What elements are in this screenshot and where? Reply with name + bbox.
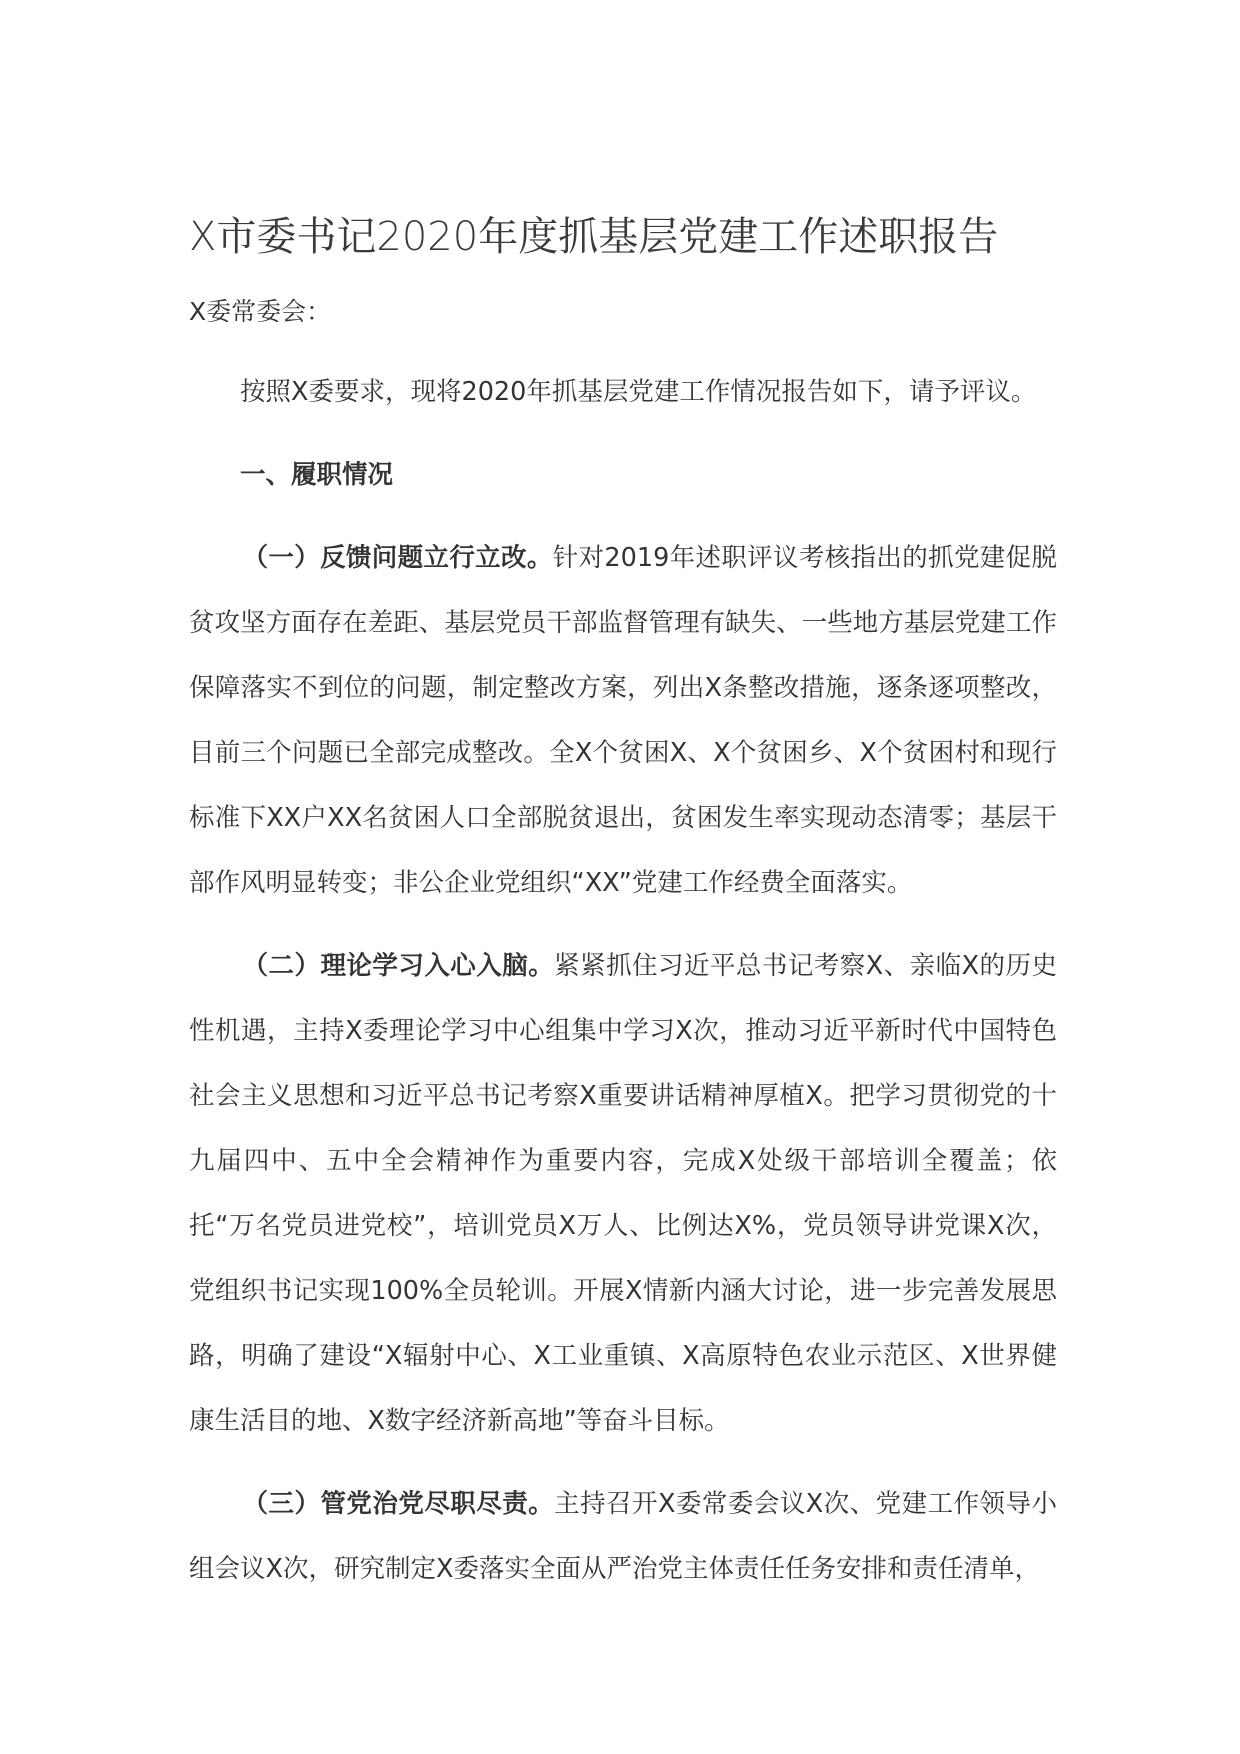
item-text: 针对2019年述职评议考核指出的抓党建促脱贫攻坚方面存在差距、基层党员干部监督管理有缺失、一些地方基层党建工作保障落实不到位的问题，制定整改方案，列出X条整改措施，逐条逐项整改，目前三个问题已全部完成整改。全X个贫困X、X个贫困乡、X个贫困村和现行标准下XX户XX名贫困人口全部脱贫退出，贫困发生率实现动态清零；基层干部作风明显转变；非公企业党组织“XX”党建工作经费全面落实。 — [189, 543, 1057, 898]
item-paragraph-2 — [189, 934, 1057, 1454]
intro-paragraph: 按照X委要求，现将2020年抓基层党建工作情况报告如下，请予评议。 — [240, 377, 1037, 407]
item-lead: （二）理论学习入心入脑。 — [242, 951, 555, 981]
item-text: 主持召开X委常委会议X次、党建工作领导小组会议X次，研究制定X委落实全面从严治党主体责任任务安排和责任清单， — [189, 1489, 1057, 1584]
item-lead: （一）反馈问题立行立改。 — [242, 543, 553, 573]
section-heading: 一、履职情况 — [240, 460, 394, 490]
item-paragraph-1 — [189, 526, 1057, 916]
item-text: 紧紧抓住习近平总书记考察X、亲临X的历史性机遇，主持X委理论学习中心组集中学习X次，推动习近平新时代中国特色社会主义思想和习近平总书记考察X重要讲话精神厚植X。把学习贯彻党的十九届四中、五中全会精神作为重要内容，完成X处级干部培训全覆盖；依托“万名党员进党校”，培训党员X万人、比例达X%，党员领导讲党课X次，党组织书记实现100%全员轮训。开展X情新内涵大讨论，进一步完善发展思路，明确了建设“X辐射中心、X工业重镇、X高原特色农业示范区、X世界健康生活目的地、X数字经济新高地”等奋斗目标。 — [189, 951, 1057, 1436]
document-body — [189, 360, 1057, 1620]
salutation: X委常委会： — [189, 297, 332, 326]
document-title: X市委书记2020年度抓基层党建工作述职报告 — [189, 214, 999, 260]
item-paragraph-3 — [189, 1472, 1057, 1602]
item-lead: （三）管党治党尽职尽责。 — [242, 1489, 555, 1519]
